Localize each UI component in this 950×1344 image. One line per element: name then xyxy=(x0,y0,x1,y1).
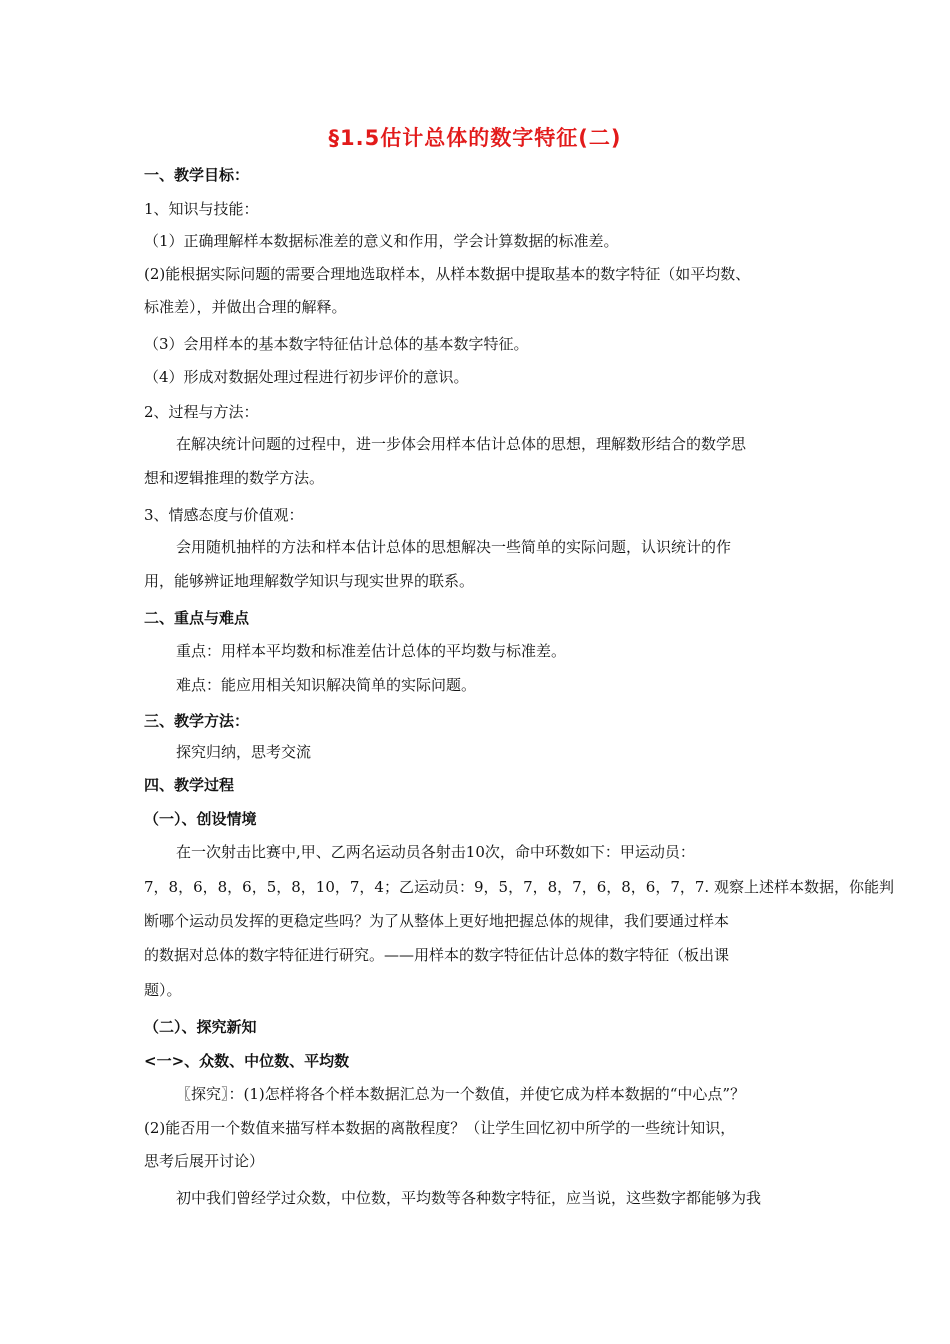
paragraph-line: 探究归纳，思考交流 xyxy=(176,743,312,761)
paragraph-line: 难点：能应用相关知识解决简单的实际问题。 xyxy=(176,676,477,694)
section-heading: （二）、探究新知 xyxy=(144,1018,257,1036)
paragraph-line: 想和逻辑推理的数学方法。 xyxy=(144,469,325,487)
section-heading: （一）、创设情境 xyxy=(144,810,257,828)
paragraph-line: 在一次射击比赛中,甲、乙两名运动员各射击10次，命中环数如下：甲运动员： xyxy=(176,843,695,861)
paragraph-line: 标准差），并做出合理的解释。 xyxy=(144,298,347,316)
page-title: §1.5估计总体的数字特征(二) xyxy=(328,126,622,150)
section-heading: 四、教学过程 xyxy=(144,776,235,794)
paragraph-line: 会用随机抽样的方法和样本估计总体的思想解决一些简单的实际问题，认识统计的作 xyxy=(176,538,732,556)
section-heading: <一>、众数、中位数、平均数 xyxy=(144,1052,350,1070)
section-heading: 二、重点与难点 xyxy=(144,609,250,627)
paragraph-line: 〖探究〗：(1)怎样将各个样本数据汇总为一个数值，并使它成为样本数据的“中心点”？ xyxy=(176,1085,746,1103)
paragraph-line: 用，能够辨证地理解数学知识与现实世界的联系。 xyxy=(144,572,475,590)
paragraph-line: 的数据对总体的数字特征进行研究。——用样本的数字特征估计总体的数字特征（板出课 xyxy=(144,946,730,964)
paragraph-line: 2、过程与方法： xyxy=(144,403,259,421)
paragraph-line: (2)能否用一个数值来描写样本数据的离散程度？（让学生回忆初中所学的一些统计知识， xyxy=(144,1119,736,1137)
section-heading: 三、教学方法： xyxy=(144,712,250,730)
paragraph-line: 1、知识与技能： xyxy=(144,200,259,218)
paragraph-line: 题）。 xyxy=(144,981,182,999)
section-heading: 一、教学目标： xyxy=(144,166,250,184)
paragraph-line: 3、情感态度与价值观： xyxy=(144,506,304,524)
paragraph-line: 7，8，6，8，6，5，8，10，7，4；乙运动员：9，5，7，8，7，6，8，6，7，7. 观察上述样本数据，你能判 xyxy=(144,878,894,896)
paragraph-line: （1）正确理解样本数据标准差的意义和作用，学会计算数据的标准差。 xyxy=(144,232,619,250)
paragraph-line: 初中我们曾经学过众数，中位数，平均数等各种数字特征，应当说，这些数字都能够为我 xyxy=(176,1189,762,1207)
paragraph-line: 思考后展开讨论） xyxy=(144,1152,265,1170)
paragraph-line: （3）会用样本的基本数字特征估计总体的基本数字特征。 xyxy=(144,335,529,353)
paragraph-line: 断哪个运动员发挥的更稳定些吗？为了从整体上更好地把握总体的规律，我们要通过样本 xyxy=(144,912,730,930)
paragraph-line: (2)能根据实际问题的需要合理地选取样本，从样本数据中提取基本的数字特征（如平均数、 xyxy=(144,265,751,283)
paragraph-line: （4）形成对数据处理过程进行初步评价的意识。 xyxy=(144,368,469,386)
paragraph-line: 在解决统计问题的过程中，进一步体会用样本估计总体的思想，理解数形结合的数学思 xyxy=(176,435,747,453)
paragraph-line: 重点：用样本平均数和标准差估计总体的平均数与标准差。 xyxy=(176,642,567,660)
